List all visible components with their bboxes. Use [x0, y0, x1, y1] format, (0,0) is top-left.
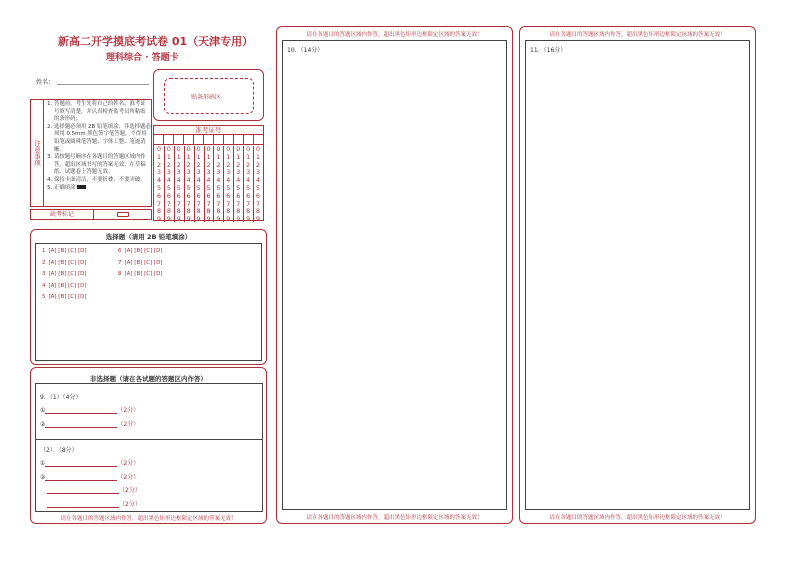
digit-bubble[interactable]: 7 — [226, 200, 231, 208]
digit-bubble[interactable]: 0 — [206, 146, 211, 153]
choice-number: 7 — [118, 259, 122, 266]
digit-bubble[interactable]: 0 — [256, 146, 261, 153]
digit-bubble[interactable]: 4 — [196, 177, 201, 185]
digit-bubble[interactable]: 3 — [156, 169, 161, 177]
digit-bubble[interactable]: 6 — [186, 192, 191, 200]
digit-bubble[interactable]: 1 — [236, 153, 241, 161]
digit-bubble[interactable]: 1 — [256, 153, 261, 161]
digit-bubble[interactable]: 6 — [196, 192, 201, 200]
digit-bubble[interactable]: 9 — [206, 216, 211, 224]
digit-bubble[interactable]: 8 — [246, 208, 251, 216]
digit-bubble[interactable]: 9 — [156, 216, 161, 224]
absent-mark-row — [30, 209, 152, 220]
digit-bubble[interactable]: 8 — [186, 208, 191, 216]
choice-item[interactable] — [118, 248, 163, 254]
digit-bubble[interactable]: 7 — [206, 200, 211, 208]
warning-text: 请在各题目的答题区域内作答，超出黑色矩形边框限定区域的答案无效！ — [549, 515, 726, 521]
choice-number: 1 — [42, 248, 46, 254]
digit-bubble[interactable]: 1 — [206, 153, 211, 161]
choice-answer-box — [35, 243, 262, 361]
notes-side-label: 注意事项 — [31, 100, 44, 206]
digit-bubble[interactable]: 4 — [246, 177, 251, 185]
digit-bubble[interactable]: 5 — [256, 184, 261, 192]
barcode-area — [164, 78, 254, 114]
digit-bubble[interactable]: 6 — [226, 192, 231, 200]
digit-bubble[interactable]: 7 — [256, 200, 261, 208]
choice-number: 4 — [42, 282, 46, 289]
q9-part1-label: 9．（1）（4分） — [40, 394, 82, 401]
nonchoice-section — [30, 367, 267, 524]
digit-bubble[interactable]: 1 — [226, 153, 231, 161]
circled-number: ① — [40, 460, 46, 467]
digit-bubble[interactable]: 2 — [236, 161, 241, 169]
answer-line[interactable] — [40, 405, 139, 414]
digit-bubble[interactable]: 2 — [216, 161, 221, 169]
note-item: 3. 请按题号顺序在各题目的答题区域内作答，超出区域书写的答案无效；在草稿纸、试题卷上答题无效。 — [54, 154, 151, 177]
digit-bubble[interactable]: 4 — [156, 177, 161, 185]
choice-options[interactable]: [A] [B] [C] [D] — [48, 282, 87, 289]
digit-bubble[interactable]: 4 — [176, 177, 181, 185]
q10-panel — [276, 26, 513, 524]
digit-bubble[interactable]: 9 — [256, 216, 261, 224]
nonchoice-section-title: 非选择题（请在各试题的答题区内作答） — [90, 375, 207, 383]
circled-number: ② — [40, 473, 46, 481]
blank-underline[interactable] — [45, 460, 117, 467]
digit-bubble[interactable]: 9 — [186, 216, 191, 224]
choice-options[interactable]: [A] [B] [C] [D] — [124, 271, 163, 277]
digit-bubble[interactable]: 1 — [186, 153, 191, 161]
digit-bubble[interactable]: 4 — [256, 177, 261, 185]
digit-bubble[interactable]: 0 — [216, 146, 221, 153]
answer-line[interactable] — [40, 419, 139, 428]
digit-bubble[interactable]: 5 — [246, 184, 251, 192]
digit-bubble[interactable]: 8 — [156, 208, 161, 216]
choice-number: 5 — [42, 294, 46, 300]
choice-item[interactable] — [42, 294, 87, 300]
digit-bubble[interactable]: 2 — [206, 161, 211, 169]
digit-bubble[interactable]: 9 — [196, 216, 201, 224]
note-item: 5. 正确填涂 — [54, 185, 151, 193]
digit-bubble[interactable]: 8 — [226, 208, 231, 216]
digit-bubble[interactable]: 0 — [236, 146, 241, 153]
circled-number: ② — [40, 420, 46, 428]
choice-options[interactable]: [A] [B] [C] [D] — [48, 294, 87, 300]
digit-bubble[interactable]: 3 — [216, 169, 221, 177]
blank-underline[interactable] — [45, 407, 117, 414]
digit-bubble[interactable]: 5 — [196, 184, 201, 192]
admission-input-row[interactable] — [154, 135, 263, 145]
digit-bubble[interactable]: 0 — [246, 146, 251, 153]
note-item: 2. 选择题必须用 2B 铅笔填涂；非选择题必须用 0.5mm 黑色签字笔答题，不得用铅笔或圆珠笔答题；字体工整、笔迹清晰。 — [54, 124, 151, 154]
answer-line[interactable] — [40, 499, 141, 508]
digit-bubble[interactable]: 5 — [216, 184, 221, 192]
digit-bubble[interactable]: 4 — [216, 177, 221, 185]
digit-bubble[interactable]: 0 — [176, 146, 181, 153]
digit-bubble[interactable]: 6 — [206, 192, 211, 200]
digit-bubble[interactable]: 2 — [256, 161, 261, 169]
choice-number: 2 — [42, 259, 46, 266]
digit-bubble[interactable]: 8 — [256, 208, 261, 216]
digit-bubble[interactable]: 1 — [176, 153, 181, 161]
choice-item[interactable] — [42, 248, 87, 254]
answer-line[interactable] — [40, 472, 139, 481]
digit-bubble[interactable]: 7 — [196, 200, 201, 208]
digit-bubble[interactable]: 3 — [206, 169, 211, 177]
warning-text: 请在各题目的答题区域内作答，超出黑色矩形边框限定区域的答案无效！ — [60, 516, 237, 522]
digit-bubble[interactable]: 2 — [196, 161, 201, 169]
blank-underline[interactable] — [47, 501, 119, 508]
choice-number: 8 — [118, 271, 122, 277]
admission-number-grid — [153, 125, 264, 224]
score-label: （2分） — [117, 420, 140, 428]
choice-item[interactable] — [42, 283, 87, 289]
digit-bubble[interactable]: 0 — [156, 146, 161, 153]
digit-bubble[interactable]: 5 — [186, 184, 191, 192]
score-label: （2分） — [117, 460, 140, 467]
digit-bubble[interactable]: 7 — [246, 200, 251, 208]
choice-item[interactable] — [118, 260, 163, 266]
digit-bubble[interactable]: 4 — [206, 177, 211, 185]
barcode-label: 贴条形码区 — [191, 94, 222, 101]
digit-bubbles[interactable] — [154, 146, 263, 222]
blank-underline[interactable] — [45, 421, 117, 428]
digit-bubble[interactable]: 7 — [216, 200, 221, 208]
choice-section-title: 选择题（请用 2B 铅笔填涂） — [105, 233, 192, 241]
choice-number: 6 — [118, 248, 122, 254]
digit-bubble[interactable]: 6 — [236, 192, 241, 200]
digit-bubble[interactable]: 9 — [226, 216, 231, 224]
digit-bubble[interactable]: 3 — [186, 169, 191, 177]
absent-checkbox[interactable] — [117, 212, 129, 217]
q11-panel — [519, 26, 756, 524]
digit-bubble[interactable]: 1 — [246, 153, 251, 161]
digit-bubble[interactable]: 5 — [236, 184, 241, 192]
digit-bubble[interactable]: 7 — [156, 200, 161, 208]
digit-bubble[interactable]: 4 — [166, 177, 171, 185]
notes-panel — [30, 99, 152, 207]
digit-bubble[interactable]: 8 — [166, 208, 171, 216]
digit-bubble[interactable]: 6 — [216, 192, 221, 200]
warning-text: 请在各题目的答题区域内作答，超出黑色矩形边框限定区域的答案无效！ — [549, 32, 726, 38]
digit-bubble[interactable]: 6 — [246, 192, 251, 200]
digit-bubble[interactable]: 8 — [236, 208, 241, 216]
digit-bubble[interactable]: 6 — [176, 192, 181, 200]
digit-bubble[interactable]: 8 — [206, 208, 211, 216]
q10-answer-box[interactable] — [282, 40, 507, 510]
digit-bubble[interactable]: 3 — [176, 169, 181, 177]
digit-bubble[interactable]: 9 — [176, 216, 181, 224]
digit-bubble[interactable]: 3 — [166, 169, 171, 177]
digit-bubble[interactable]: 4 — [186, 177, 191, 185]
digit-bubble[interactable]: 5 — [226, 184, 231, 192]
digit-bubble[interactable]: 1 — [166, 153, 171, 161]
digit-bubble[interactable]: 9 — [246, 216, 251, 224]
digit-bubble[interactable]: 5 — [176, 184, 181, 192]
digit-bubble[interactable]: 7 — [166, 200, 171, 208]
digit-bubble[interactable]: 4 — [226, 177, 231, 185]
digit-bubble[interactable]: 9 — [236, 216, 241, 224]
digit-bubble[interactable]: 9 — [166, 216, 171, 224]
warning-text: 请在各题目的答题区域内作答，超出黑色矩形边框限定区域的答案无效！ — [306, 32, 483, 38]
digit-bubble[interactable]: 7 — [236, 200, 241, 208]
circled-number: ① — [40, 407, 46, 414]
choice-options[interactable]: [A] [B] [C] [D] — [124, 259, 163, 266]
q11-answer-box[interactable] — [525, 40, 750, 510]
digit-bubble[interactable]: 0 — [226, 146, 231, 153]
name-line[interactable] — [57, 84, 149, 85]
note-item: 1. 答题前，考生先将自己的姓名、准考证号填写清楚，并认真检查监考员所粘贴的条形码； — [54, 101, 151, 124]
digit-bubble[interactable]: 2 — [226, 161, 231, 169]
barcode-panel — [153, 69, 264, 121]
digit-bubble[interactable]: 1 — [196, 153, 201, 161]
digit-bubble[interactable]: 2 — [246, 161, 251, 169]
q9-part2-label: （2）．（8分） — [40, 447, 78, 454]
choice-item[interactable] — [42, 260, 87, 266]
q11-label: 11．（16分） — [530, 47, 567, 54]
digit-bubble[interactable]: 3 — [256, 169, 261, 177]
digit-bubble[interactable]: 6 — [156, 192, 161, 200]
digit-bubble[interactable]: 2 — [166, 161, 171, 169]
digit-bubble[interactable]: 2 — [186, 161, 191, 169]
answer-line[interactable] — [40, 458, 139, 467]
score-label: （2分） — [117, 473, 140, 481]
digit-bubble[interactable]: 5 — [206, 184, 211, 192]
choice-number: 3 — [42, 271, 46, 277]
digit-bubble[interactable]: 2 — [156, 161, 161, 169]
page-title: 新高二开学摸底考试卷 01（天津专用） — [58, 35, 254, 48]
digit-bubble[interactable]: 2 — [176, 161, 181, 169]
digit-bubble[interactable]: 3 — [226, 169, 231, 177]
absent-label: 缺考标记 — [31, 210, 94, 219]
score-label: （2分） — [119, 500, 141, 508]
choice-item[interactable] — [118, 271, 163, 277]
digit-bubble[interactable]: 0 — [186, 146, 191, 153]
blank-underline[interactable] — [47, 487, 119, 494]
digit-bubble[interactable]: 9 — [216, 216, 221, 224]
name-label: 姓名： — [36, 79, 55, 86]
choice-options[interactable]: [A] [B] [C] [D] — [48, 271, 87, 277]
digit-bubble[interactable]: 3 — [246, 169, 251, 177]
nonchoice-answer-box — [35, 383, 263, 512]
digit-bubble[interactable]: 8 — [196, 208, 201, 216]
digit-bubble[interactable]: 1 — [156, 153, 161, 161]
digit-column[interactable] — [253, 146, 263, 222]
digit-bubble[interactable]: 6 — [166, 192, 171, 200]
notes-list — [45, 101, 151, 192]
choice-options[interactable]: [A] [B] [C] [D] — [124, 248, 163, 254]
choice-options[interactable]: [A] [B] [C] [D] — [48, 259, 87, 266]
digit-bubble[interactable]: 3 — [236, 169, 241, 177]
digit-bubble[interactable]: 6 — [256, 192, 261, 200]
choice-item[interactable] — [42, 271, 87, 277]
blank-underline[interactable] — [45, 474, 117, 481]
admission-label: 准考证号 — [154, 126, 263, 135]
digit-bubble[interactable]: 8 — [176, 208, 181, 216]
digit-bubble[interactable]: 3 — [196, 169, 201, 177]
digit-bubble[interactable]: 5 — [166, 184, 171, 192]
digit-bubble[interactable]: 0 — [196, 146, 201, 153]
q9-divider — [36, 439, 262, 440]
filled-example — [77, 185, 86, 189]
warning-text: 请在各题目的答题区域内作答，超出黑色矩形边框限定区域的答案无效！ — [306, 515, 483, 521]
page-subtitle: 理科综合 · 答题卡 — [106, 53, 179, 63]
digit-bubble[interactable]: 5 — [156, 184, 161, 192]
choice-section — [30, 229, 267, 365]
score-label: （2分） — [117, 407, 140, 414]
choice-options[interactable]: [A] [B] [C] [D] — [48, 248, 87, 254]
digit-bubble[interactable]: 4 — [236, 177, 241, 185]
digit-bubble[interactable]: 7 — [176, 200, 181, 208]
digit-bubble[interactable]: 0 — [166, 146, 171, 153]
note-item: 4. 保持卡面清洁，不要折叠、不要弄破。 — [54, 177, 151, 185]
answer-line[interactable] — [40, 485, 141, 494]
digit-bubble[interactable]: 7 — [186, 200, 191, 208]
digit-bubble[interactable]: 1 — [216, 153, 221, 161]
digit-bubble[interactable]: 8 — [216, 208, 221, 216]
q10-label: 10．（14分） — [287, 47, 324, 54]
score-label: （2分） — [119, 487, 141, 494]
